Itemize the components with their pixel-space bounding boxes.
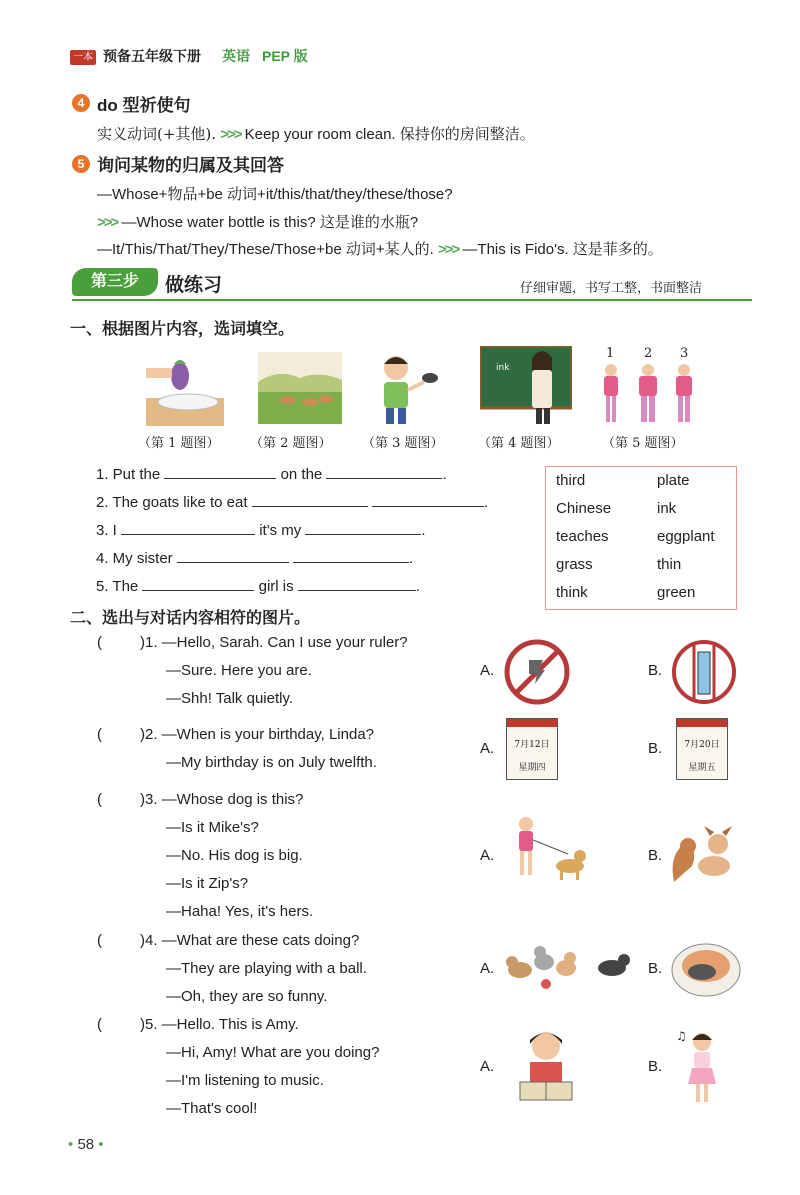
caption-fig-2: （第 2 题图） xyxy=(250,436,332,451)
dialog-1-line: —Sure. Here you are. xyxy=(166,662,312,679)
q4-end: . xyxy=(409,550,414,567)
section-5-line3 xyxy=(97,238,663,259)
cats-sleeping-bed-image[interactable] xyxy=(668,932,744,1000)
sec5-text-3b: —This is Fido's. 这是菲多的。 xyxy=(462,241,663,258)
arrow-icon: >>> xyxy=(437,241,459,258)
page-dot: • xyxy=(68,1136,74,1153)
q5-text-b: girl is xyxy=(258,578,294,595)
board-word: ink xyxy=(496,363,510,373)
answer-paren[interactable]: ( xyxy=(97,791,102,808)
q2-blank-1[interactable] xyxy=(252,492,368,507)
q1-text-a: 1. Put the xyxy=(96,466,161,483)
word-bank-item: teaches xyxy=(556,528,609,545)
q5-blank-2[interactable] xyxy=(298,576,416,591)
ruler-sign-icon[interactable] xyxy=(670,638,738,706)
q1-text-b: on the xyxy=(280,466,323,483)
book-title: 预备五年级下册 xyxy=(103,48,201,64)
dialog-5-line: —I'm listening to music. xyxy=(166,1072,324,1089)
option-a-label: A. xyxy=(480,740,495,757)
dialog-3-q: )3. —Whose dog is this? xyxy=(140,791,304,808)
word-bank-item: think xyxy=(556,584,588,601)
girl-walking-big-dog-image[interactable] xyxy=(508,814,588,884)
word-bank-item: ink xyxy=(657,500,677,517)
caption-fig-4: （第 4 题图） xyxy=(478,436,560,451)
dialog-2-q: )2. —When is your birthday, Linda? xyxy=(140,726,375,743)
fill-q2 xyxy=(96,492,488,511)
option-b-label: B. xyxy=(648,847,663,864)
step-note: 仔细审题，书写工整，书面整洁 xyxy=(520,281,703,296)
sec5-text-2: —Whose water bottle is this? 这是谁的水瓶? xyxy=(121,214,419,231)
calendar-weekday: 星期五 xyxy=(688,763,716,773)
publisher-logo: 一本 xyxy=(70,50,96,65)
q4-text-a: 4. My sister xyxy=(96,550,173,567)
q5-end: . xyxy=(415,578,420,595)
option-a-label: A. xyxy=(480,1058,495,1075)
dialog-4-line: —Oh, they are so funny. xyxy=(166,988,328,1005)
squirrel-small-dog-image[interactable] xyxy=(666,822,744,888)
arrow-icon: >>> xyxy=(97,214,118,231)
word-bank-item: grass xyxy=(556,556,593,573)
figure-2-goats-grass xyxy=(258,352,342,424)
fill-q1 xyxy=(96,464,447,483)
word-bank-item: third xyxy=(556,472,586,489)
dialog-3-line: —Is it Mike's? xyxy=(166,819,259,836)
calendar-date: 7月12日 xyxy=(514,740,550,750)
dialog-5-line: —That's cool! xyxy=(166,1100,258,1117)
option-b-label: B. xyxy=(648,960,663,977)
part-2-title: 二、选出与对话内容相符的图片。 xyxy=(70,610,311,627)
step-title: 做练习 xyxy=(165,275,223,296)
q2-text-a: 2. The goats like to eat xyxy=(96,494,248,511)
q4-blank-2[interactable] xyxy=(293,548,409,563)
word-bank-item: eggplant xyxy=(657,528,715,545)
figure-3-boy xyxy=(374,350,442,426)
dialog-4-line: —They are playing with a ball. xyxy=(166,960,367,977)
section-5-number: 5 xyxy=(72,155,90,173)
subject-label: 英语 xyxy=(222,48,250,64)
calendar-weekday: 星期四 xyxy=(518,763,546,773)
figure-1-eggplant-plate xyxy=(146,350,224,426)
figure-5-three-girls xyxy=(598,346,698,428)
girl-num-1: 1 xyxy=(606,346,615,361)
dialog-3-line: —Is it Zip's? xyxy=(166,875,249,892)
section-5-title: 询问某物的归属及其回答 xyxy=(97,156,284,175)
girl-num-2: 2 xyxy=(644,346,653,361)
word-bank-item: green xyxy=(657,584,696,601)
section-4-line xyxy=(97,123,535,144)
q3-blank-2[interactable] xyxy=(305,520,421,535)
no-talking-sign-icon[interactable] xyxy=(503,638,571,706)
q1-blank-2[interactable] xyxy=(326,464,442,479)
page-number xyxy=(68,1136,104,1153)
dialog-5-line: —Hi, Amy! What are you doing? xyxy=(166,1044,380,1061)
arrow-icon: >>> xyxy=(220,126,241,143)
sec4-text-b: Keep your room clean. 保持你的房间整洁。 xyxy=(244,126,535,143)
sec5-text-3a: —It/This/That/They/These/Those+be 动词+某人的. xyxy=(97,241,434,258)
caption-fig-1: （第 1 题图） xyxy=(138,436,220,451)
answer-paren[interactable]: ( xyxy=(97,932,102,949)
caption-fig-3: （第 3 题图） xyxy=(362,436,444,451)
word-bank-item: thin xyxy=(657,556,682,573)
answer-paren[interactable]: ( xyxy=(97,1016,102,1033)
sec4-text-a: 实义动词(+其他). xyxy=(97,125,217,143)
section-5-line2 xyxy=(97,211,418,232)
option-b-label: B. xyxy=(648,1058,663,1075)
option-a-label: A. xyxy=(480,847,495,864)
option-b-label: B. xyxy=(648,662,663,679)
svg-text:♫: ♫ xyxy=(676,1029,687,1043)
step-divider xyxy=(72,299,752,301)
part-1-title: 一、根据图片内容，选词填空。 xyxy=(70,321,295,338)
calendar-date: 7月20日 xyxy=(684,740,720,750)
dialog-4-q: )4. —What are these cats doing? xyxy=(140,932,360,949)
q2-blank-2[interactable] xyxy=(372,492,484,507)
section-4-number: 4 xyxy=(72,94,90,112)
q3-end: . xyxy=(421,522,426,539)
fill-q5 xyxy=(96,576,420,595)
dialog-3-line: —No. His dog is big. xyxy=(166,847,303,864)
word-bank-item: plate xyxy=(657,472,690,489)
q4-blank-1[interactable] xyxy=(177,548,289,563)
page-dot: • xyxy=(98,1136,104,1153)
fill-q4 xyxy=(96,548,413,567)
q5-text-a: 5. The xyxy=(96,578,139,595)
girl-num-3: 3 xyxy=(680,346,689,361)
q5-blank-1[interactable] xyxy=(142,576,254,591)
option-b-label: B. xyxy=(648,740,663,757)
option-a-label: A. xyxy=(480,960,495,977)
q3-text-a: 3. I xyxy=(96,522,117,539)
dialog-2-line: —My birthday is on July twelfth. xyxy=(166,754,377,771)
q2-end: . xyxy=(483,494,489,511)
girl-listening-music-image[interactable] xyxy=(674,1026,730,1106)
section-4-title: do 型祈使句 xyxy=(97,96,191,115)
step-badge: 第三步 xyxy=(72,268,158,296)
word-bank-item: Chinese xyxy=(556,500,612,517)
section-5-line1: —Whose+物品+be 动词+it/this/that/they/these/those? xyxy=(97,186,453,203)
version-label: PEP 版 xyxy=(262,48,308,64)
caption-fig-5: （第 5 题图） xyxy=(602,436,684,451)
girl-reading-book-image[interactable] xyxy=(516,1026,576,1104)
calendar-july-12-icon[interactable] xyxy=(506,718,558,780)
cats-playing-ball-image[interactable] xyxy=(500,938,634,994)
page-number-value: 58 xyxy=(77,1136,95,1153)
dialog-1-q: )1. —Hello, Sarah. Can I use your ruler? xyxy=(140,634,408,651)
q3-blank-1[interactable] xyxy=(121,520,255,535)
q3-text-b: it's my xyxy=(259,522,302,539)
q1-end: . xyxy=(442,466,447,483)
dialog-3-line: —Haha! Yes, it's hers. xyxy=(166,903,314,920)
calendar-july-20-icon[interactable] xyxy=(676,718,728,780)
dialog-5-q: )5. —Hello. This is Amy. xyxy=(140,1016,299,1033)
fill-q3 xyxy=(96,520,426,539)
option-a-label: A. xyxy=(480,662,495,679)
dialog-1-line: —Shh! Talk quietly. xyxy=(166,690,294,707)
figure-4-teacher-board xyxy=(480,346,572,428)
q1-blank-1[interactable] xyxy=(164,464,276,479)
answer-paren[interactable]: ( xyxy=(97,726,102,743)
answer-paren[interactable]: ( xyxy=(97,634,102,651)
word-bank xyxy=(545,466,737,610)
